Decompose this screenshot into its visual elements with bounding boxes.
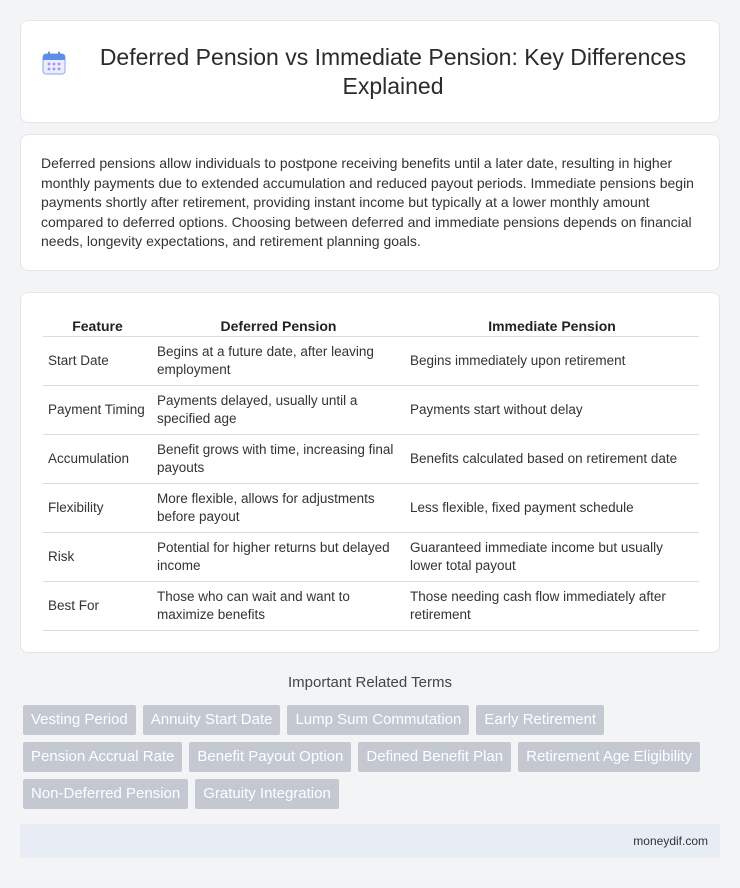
header-deferred: Deferred Pension <box>152 317 405 337</box>
immediate-cell: Begins immediately upon retirement <box>405 337 699 386</box>
deferred-cell: Those who can wait and want to maximize benefits <box>152 582 405 631</box>
feature-cell: Risk <box>43 533 152 582</box>
feature-cell: Accumulation <box>43 435 152 484</box>
feature-cell: Payment Timing <box>43 386 152 435</box>
immediate-cell: Guaranteed immediate income but usually lower total payout <box>405 533 699 582</box>
table-row <box>43 337 699 386</box>
deferred-cell: Begins at a future date, after leaving employment <box>152 337 405 386</box>
related-terms-title: Important Related Terms <box>288 674 452 691</box>
header-immediate: Immediate Pension <box>405 317 699 337</box>
deferred-cell: Benefit grows with time, increasing final payouts <box>152 435 405 484</box>
term-lump-sum-commutation[interactable]: Lump Sum Commutation <box>287 705 469 735</box>
table-row <box>43 484 699 533</box>
term-non-deferred-pension[interactable]: Non-Deferred Pension <box>23 779 188 809</box>
table-row <box>43 533 699 582</box>
header-card <box>20 20 720 123</box>
term-pension-accrual-rate[interactable]: Pension Accrual Rate <box>23 742 182 772</box>
page-title: Deferred Pension vs Immediate Pension: Key Differences Explained <box>99 43 687 99</box>
footer-site-link[interactable]: moneydif.com <box>633 834 708 848</box>
term-benefit-payout-option[interactable]: Benefit Payout Option <box>189 742 351 772</box>
calendar-icon <box>41 50 67 76</box>
term-retirement-age-eligibility[interactable]: Retirement Age Eligibility <box>518 742 700 772</box>
immediate-cell: Payments start without delay <box>405 386 699 435</box>
immediate-cell: Benefits calculated based on retirement date <box>405 435 699 484</box>
immediate-cell: Those needing cash flow immediately after retirement <box>405 582 699 631</box>
related-terms-list <box>23 705 723 809</box>
intro-card <box>20 134 720 271</box>
footer <box>20 824 720 858</box>
term-gratuity-integration[interactable]: Gratuity Integration <box>195 779 339 809</box>
comparison-table <box>43 317 699 631</box>
comparison-table-card <box>20 292 720 653</box>
table-row <box>43 582 699 631</box>
deferred-cell: Payments delayed, usually until a specified age <box>152 386 405 435</box>
table-row <box>43 435 699 484</box>
term-vesting-period[interactable]: Vesting Period <box>23 705 136 735</box>
intro-paragraph: Deferred pensions allow individuals to postpone receiving benefits until a later date, resulting in higher monthly payments due to extended accumulation and reduced payout periods. Immediate pensions begin payments shortly after retirement, providing instant income but typically at a lower monthly amount compared to deferred options. Choosing between deferred and immediate pensions depends on financial needs, longevity expectations, and retirement planning goals. <box>41 155 694 249</box>
deferred-cell: More flexible, allows for adjustments before payout <box>152 484 405 533</box>
table-header-row <box>43 317 699 337</box>
table-row <box>43 386 699 435</box>
header-feature: Feature <box>43 317 152 337</box>
term-annuity-start-date[interactable]: Annuity Start Date <box>143 705 281 735</box>
feature-cell: Start Date <box>43 337 152 386</box>
deferred-cell: Potential for higher returns but delayed income <box>152 533 405 582</box>
feature-cell: Flexibility <box>43 484 152 533</box>
term-defined-benefit-plan[interactable]: Defined Benefit Plan <box>358 742 511 772</box>
feature-cell: Best For <box>43 582 152 631</box>
immediate-cell: Less flexible, fixed payment schedule <box>405 484 699 533</box>
term-early-retirement[interactable]: Early Retirement <box>476 705 604 735</box>
